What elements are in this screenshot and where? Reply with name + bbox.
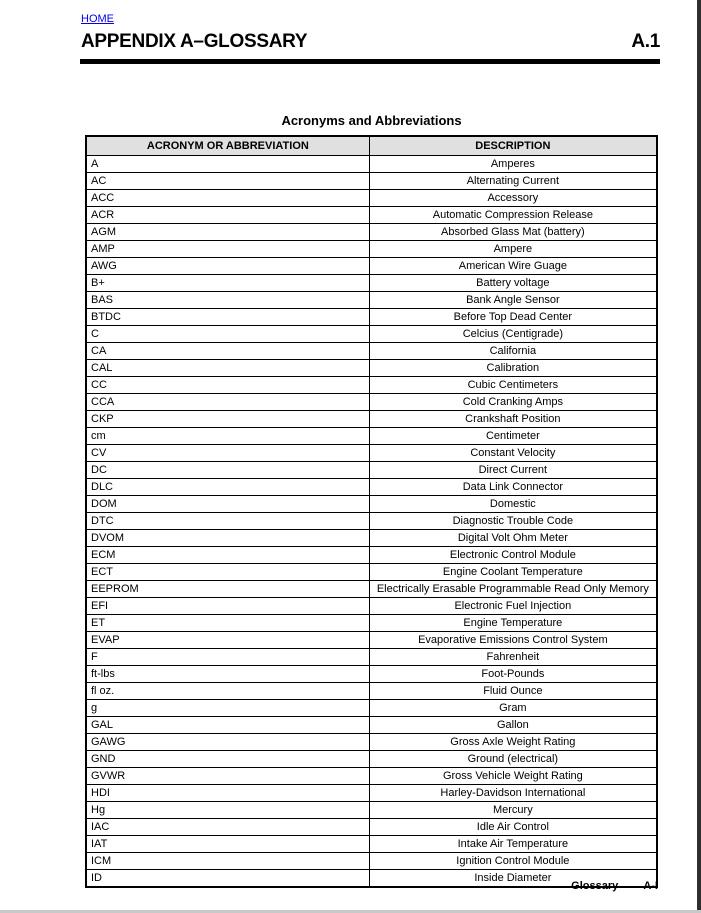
acronym-cell: F [86, 649, 369, 666]
page-footer [571, 880, 658, 892]
acronym-cell: C [86, 326, 369, 343]
description-cell: Constant Velocity [369, 445, 657, 462]
description-cell: Digital Volt Ohm Meter [369, 530, 657, 547]
description-cell: Absorbed Glass Mat (battery) [369, 224, 657, 241]
acronym-cell: CAL [86, 360, 369, 377]
acronym-cell: IAT [86, 836, 369, 853]
acronym-cell: A [86, 156, 369, 173]
acronym-cell: GVWR [86, 768, 369, 785]
column-header-description: DESCRIPTION [369, 136, 657, 156]
glossary-table [85, 135, 658, 888]
description-cell: Ground (electrical) [369, 751, 657, 768]
title-divider-rule [80, 59, 660, 64]
table-row [86, 241, 657, 258]
description-cell: Fluid Ounce [369, 683, 657, 700]
description-cell: Battery voltage [369, 275, 657, 292]
table-row [86, 819, 657, 836]
table-row [86, 343, 657, 360]
description-cell: Evaporative Emissions Control System [369, 632, 657, 649]
description-cell: Fahrenheit [369, 649, 657, 666]
table-row [86, 802, 657, 819]
description-cell: Alternating Current [369, 173, 657, 190]
acronym-cell: CCA [86, 394, 369, 411]
acronym-cell: CV [86, 445, 369, 462]
acronym-cell: fl oz. [86, 683, 369, 700]
table-title: Acronyms and Abbreviations [281, 113, 462, 128]
glossary-table-area [85, 113, 658, 888]
table-row [86, 717, 657, 734]
acronym-cell: ACC [86, 190, 369, 207]
description-cell: Centimeter [369, 428, 657, 445]
acronym-cell: AMP [86, 241, 369, 258]
acronym-cell: B+ [86, 275, 369, 292]
acronym-cell: CKP [86, 411, 369, 428]
acronym-cell: DC [86, 462, 369, 479]
table-row [86, 785, 657, 802]
table-row [86, 428, 657, 445]
table-row [86, 445, 657, 462]
acronym-cell: GND [86, 751, 369, 768]
column-header-acronym: ACRONYM OR ABBREVIATION [86, 136, 369, 156]
description-cell: Bank Angle Sensor [369, 292, 657, 309]
acronym-cell: AWG [86, 258, 369, 275]
acronym-cell: AC [86, 173, 369, 190]
acronym-cell: DTC [86, 513, 369, 530]
table-row [86, 513, 657, 530]
acronym-cell: ACR [86, 207, 369, 224]
description-cell: Mercury [369, 802, 657, 819]
description-cell: Harley-Davidson International [369, 785, 657, 802]
description-cell: Gram [369, 700, 657, 717]
acronym-cell: ID [86, 870, 369, 888]
table-row [86, 360, 657, 377]
acronym-cell: EFI [86, 598, 369, 615]
acronym-cell: CC [86, 377, 369, 394]
page-number: A.1 [631, 31, 660, 52]
acronym-cell: GAL [86, 717, 369, 734]
description-cell: Automatic Compression Release [369, 207, 657, 224]
table-row [86, 326, 657, 343]
description-cell: Accessory [369, 190, 657, 207]
table-row [86, 853, 657, 870]
acronym-cell: ECM [86, 547, 369, 564]
acronym-cell: ECT [86, 564, 369, 581]
description-cell: Electronic Control Module [369, 547, 657, 564]
table-row [86, 683, 657, 700]
table-row [86, 666, 657, 683]
acronym-cell: ft-lbs [86, 666, 369, 683]
table-header-row [86, 136, 657, 156]
table-row [86, 734, 657, 751]
acronym-cell: HDI [86, 785, 369, 802]
description-cell: Electrically Erasable Programmable Read Only Memory [369, 581, 657, 598]
acronym-cell: BTDC [86, 309, 369, 326]
description-cell: Foot-Pounds [369, 666, 657, 683]
table-row [86, 751, 657, 768]
page-edge-strip-right [697, 0, 701, 913]
acronym-cell: IAC [86, 819, 369, 836]
acronym-cell: BAS [86, 292, 369, 309]
table-row [86, 292, 657, 309]
description-cell: Intake Air Temperature [369, 836, 657, 853]
description-cell: Data Link Connector [369, 479, 657, 496]
table-row [86, 190, 657, 207]
table-row [86, 649, 657, 666]
acronym-cell: g [86, 700, 369, 717]
acronym-cell: DOM [86, 496, 369, 513]
table-row [86, 836, 657, 853]
table-row [86, 275, 657, 292]
description-cell: Celcius (Centigrade) [369, 326, 657, 343]
acronym-cell: Hg [86, 802, 369, 819]
table-row [86, 156, 657, 173]
description-cell: Calibration [369, 360, 657, 377]
home-link[interactable]: HOME [81, 13, 114, 25]
table-row [86, 598, 657, 615]
description-cell: Gross Vehicle Weight Rating [369, 768, 657, 785]
table-row [86, 224, 657, 241]
acronym-cell: cm [86, 428, 369, 445]
acronym-cell: ET [86, 615, 369, 632]
table-row [86, 377, 657, 394]
table-row [86, 258, 657, 275]
description-cell: Diagnostic Trouble Code [369, 513, 657, 530]
description-cell: Amperes [369, 156, 657, 173]
table-row [86, 615, 657, 632]
description-cell: Idle Air Control [369, 819, 657, 836]
table-row [86, 564, 657, 581]
description-cell: Electronic Fuel Injection [369, 598, 657, 615]
table-row [86, 700, 657, 717]
table-row [86, 309, 657, 326]
table-row [86, 632, 657, 649]
footer-page-label: A-I [643, 880, 658, 892]
table-row [86, 479, 657, 496]
acronym-cell: EVAP [86, 632, 369, 649]
table-row [86, 462, 657, 479]
description-cell: Cold Cranking Amps [369, 394, 657, 411]
title-bar [81, 31, 660, 53]
acronym-cell: GAWG [86, 734, 369, 751]
table-row [86, 173, 657, 190]
footer-section-label: Glossary [571, 880, 619, 892]
description-cell: Gallon [369, 717, 657, 734]
table-row [86, 547, 657, 564]
description-cell: Ampere [369, 241, 657, 258]
acronym-cell: CA [86, 343, 369, 360]
description-cell: American Wire Guage [369, 258, 657, 275]
description-cell: Engine Temperature [369, 615, 657, 632]
description-cell: Crankshaft Position [369, 411, 657, 428]
description-cell: Engine Coolant Temperature [369, 564, 657, 581]
acronym-cell: DLC [86, 479, 369, 496]
table-row [86, 411, 657, 428]
table-row [86, 581, 657, 598]
table-row [86, 768, 657, 785]
table-row [86, 530, 657, 547]
table-row [86, 496, 657, 513]
table-row [86, 207, 657, 224]
page-title: APPENDIX A–GLOSSARY [81, 31, 308, 52]
acronym-cell: ICM [86, 853, 369, 870]
description-cell: Inside Diameter [369, 870, 657, 888]
description-cell: California [369, 343, 657, 360]
description-cell: Domestic [369, 496, 657, 513]
description-cell: Before Top Dead Center [369, 309, 657, 326]
table-row [86, 394, 657, 411]
description-cell: Ignition Control Module [369, 853, 657, 870]
acronym-cell: DVOM [86, 530, 369, 547]
acronym-cell: EEPROM [86, 581, 369, 598]
description-cell: Gross Axle Weight Rating [369, 734, 657, 751]
acronym-cell: AGM [86, 224, 369, 241]
description-cell: Direct Current [369, 462, 657, 479]
description-cell: Cubic Centimeters [369, 377, 657, 394]
